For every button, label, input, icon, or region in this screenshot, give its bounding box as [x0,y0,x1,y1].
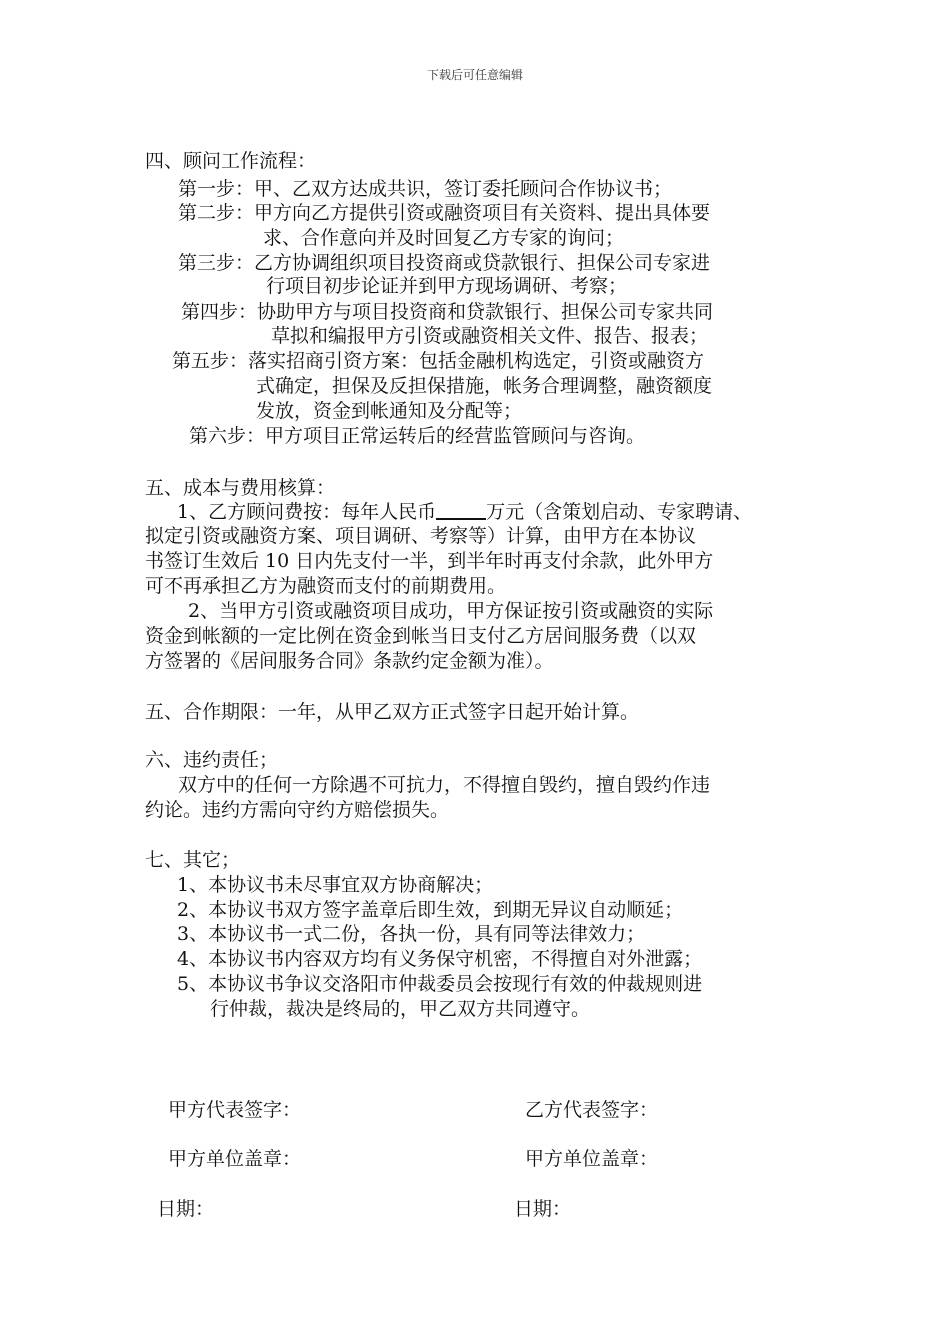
page-header: 下载后可任意编辑 [426,68,523,82]
breach-line-2: 约论。违约方需向守约方赔偿损失。 [145,799,450,821]
cost-item-2-line-2: 资金到帐额的一定比例在资金到帐当日支付乙方居间服务费（以双 [145,625,697,647]
cost-item-1-line-1 [177,500,752,524]
step-1: 第一步：甲、乙双方达成共识，签订委托顾问合作协议书； [178,178,673,200]
other-item-3: 3、本协议书一式二份，各执一份，具有同等法律效力； [177,923,646,945]
step-5-line-2: 式确定，担保及反担保措施，帐务合理调整，融资额度 [256,375,713,397]
party-a-date-label: 日期： [157,1198,215,1220]
party-b-rep-signature-label: 乙方代表签字： [525,1099,659,1121]
step-6: 第六步：甲方项目正常运转后的经营监管顾问与咨询。 [189,425,646,447]
cost-item-1-line-4: 可不再承担乙方为融资而支付的前期费用。 [145,575,507,597]
step-3-line-1: 第三步：乙方协调组织项目投资商或贷款银行、担保公司专家进 [178,252,711,274]
section-5-title: 五、成本与费用核算： [145,477,336,499]
other-item-1: 1、本协议书未尽事宜双方协商解决； [177,874,494,896]
cost-item-1-line-3: 书签订生效后 10 日内先支付一半，到半年时再支付余款，此外甲方 [145,550,714,572]
section-6-title: 六、违约责任； [145,749,279,771]
other-item-4: 4、本协议书内容双方均有义务保守机密，不得擅自对外泄露； [177,948,703,970]
section-7-title: 七、其它； [145,849,241,871]
cost-item-1-suffix: 万元（含策划启动、专家聘请、 [486,501,753,523]
party-b-seal-label: 甲方单位盖章： [525,1148,659,1170]
step-3-line-2: 行项目初步论证并到甲方现场调研、考察； [266,275,628,297]
other-item-2: 2、本协议书双方签字盖章后即生效，到期无异议自动顺延； [177,899,684,921]
step-2-line-1: 第二步：甲方向乙方提供引资或融资项目有关资料、提出具体要 [178,202,711,224]
other-item-5-line-2: 行仲裁，裁决是终局的，甲乙双方共同遵守。 [210,998,591,1020]
party-a-rep-signature-label: 甲方代表签字： [168,1099,302,1121]
other-item-5-line-1: 5、本协议书争议交洛阳市仲裁委员会按现行有效的仲裁规则进 [177,973,703,995]
step-4-line-1: 第四步：协助甲方与项目投资商和贷款银行、担保公司专家共同 [181,301,714,323]
step-5-line-3: 发放，资金到帐通知及分配等； [256,400,523,422]
step-4-line-2: 草拟和编报甲方引资或融资相关文件、报告、报表； [271,325,709,347]
party-b-date-label: 日期： [514,1198,572,1220]
term-clause: 五、合作期限：一年，从甲乙双方正式签字日起开始计算。 [145,701,640,723]
cost-item-2-line-1: 2、当甲方引资或融资项目成功，甲方保证按引资或融资的实际 [188,600,714,622]
cost-item-2-line-3: 方签署的《居间服务合同》条款约定金额为准）。 [145,650,554,672]
breach-line-1: 双方中的任何一方除遇不可抗力，不得擅自毁约，擅自毁约作违 [178,774,711,796]
party-a-seal-label: 甲方单位盖章： [168,1148,302,1170]
amount-blank [436,500,486,520]
cost-item-1-line-2: 拟定引资或融资方案、项目调研、考察等）计算，由甲方在本协议 [145,525,697,547]
cost-item-1-prefix: 1、乙方顾问费按：每年人民币 [177,501,437,523]
step-5-line-1: 第五步：落实招商引资方案：包括金融机构选定，引资或融资方 [172,350,705,372]
step-2-line-2: 求、合作意向并及时回复乙方专家的询问； [263,227,625,249]
section-4-title: 四、顾问工作流程： [145,150,317,172]
